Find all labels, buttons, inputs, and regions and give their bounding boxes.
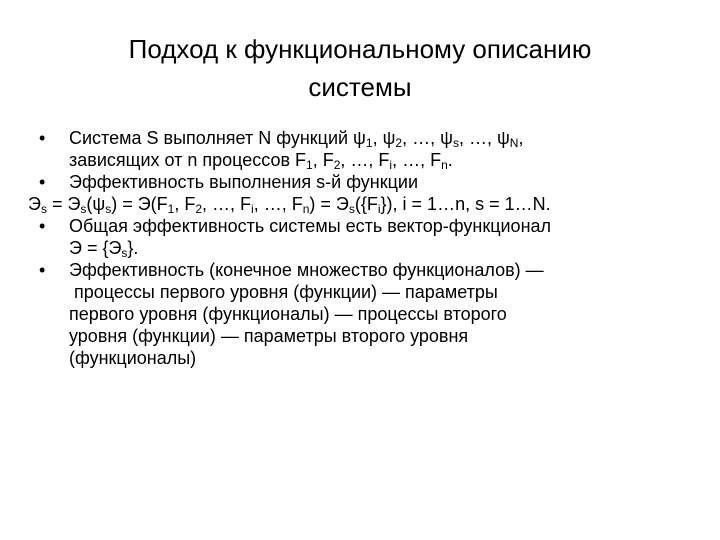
bullet-item-overall-efficiency	[28, 215, 698, 259]
bullet-item-hierarchy	[28, 259, 698, 369]
overall-line-2: $Э = \{Э_s\}$.	[69, 238, 139, 260]
bullet-icon: •	[39, 216, 46, 236]
hierarchy-line-5: (функционалы)	[69, 348, 197, 368]
slide-title	[40, 30, 680, 106]
slide-body	[28, 127, 698, 369]
hierarchy-line-3: первого уровня (функционалы) — процессы второго	[69, 304, 507, 324]
functions-line-2: зависящих от n процессов $F_1$, $F_2$, …, $F_i$, …, $F_n$.	[69, 150, 453, 172]
efficiency-text: Эффективность выполнения s-й функции	[69, 172, 419, 192]
bullet-icon: •	[39, 260, 46, 280]
bullet-item-efficiency	[28, 171, 698, 193]
functions-line-1: Система S выполняет N функций $\psi_1$, $\psi_2$, …, $\psi_s$, …, $\psi_N$,	[69, 128, 524, 150]
title-line-1: Подход к функциональному описанию	[128, 34, 592, 64]
bullet-item-functions	[28, 127, 698, 171]
hierarchy-line-4: уровня (функции) — параметры второго уровня	[69, 326, 469, 346]
bullet-icon: •	[39, 172, 46, 192]
bullet-icon: •	[39, 128, 46, 148]
efficiency-formula: $Э_s = Э_s(\psi_s) = Э(F_1$, $F_2$, …, $F_i$, …, $F_n) = Э_s(\{F_i\})$, i = 1…n, s = 1…N.	[28, 194, 551, 216]
title-line-2: системы	[308, 72, 412, 102]
hierarchy-line-2: процессы первого уровня (функции) — параметры	[74, 282, 498, 302]
overall-line-1: Общая эффективность системы есть вектор-функционал	[69, 216, 552, 236]
hierarchy-line-1: Эффективность (конечное множество функционалов) —	[69, 260, 544, 280]
